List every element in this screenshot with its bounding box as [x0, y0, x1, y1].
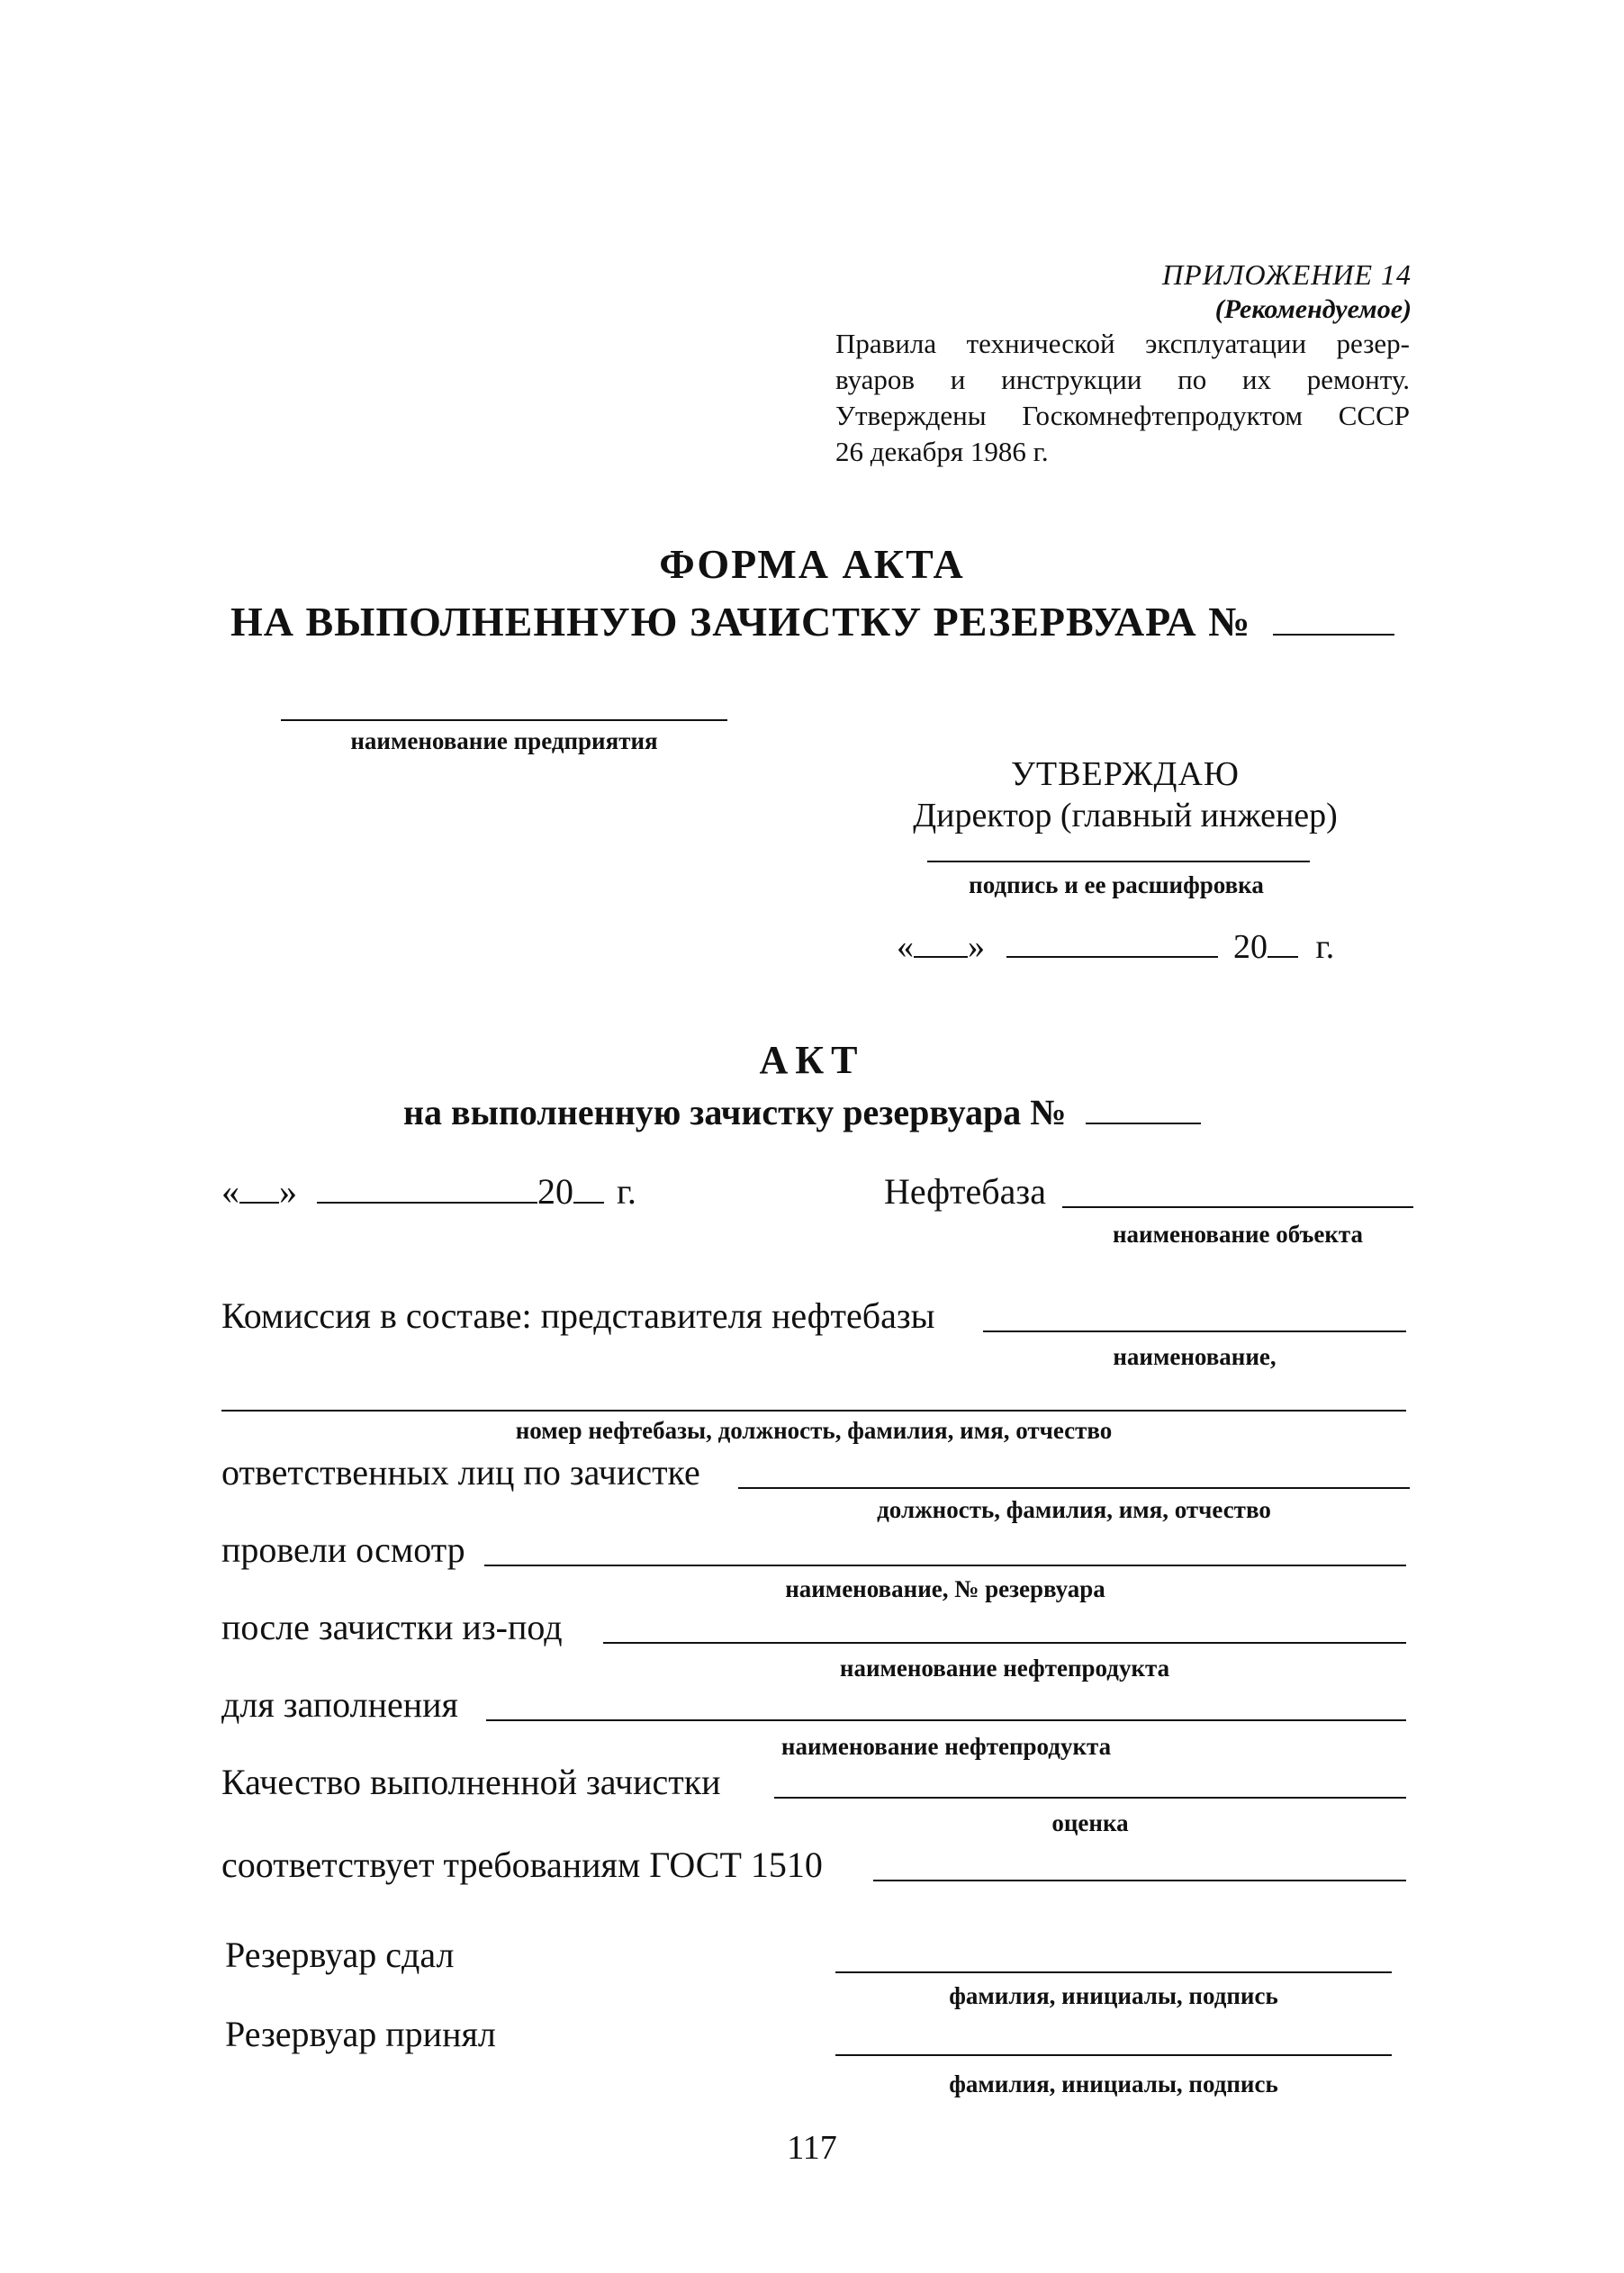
approve-year-blank — [1268, 956, 1298, 958]
handed-label: Резервуар сдал — [225, 1935, 455, 1975]
act-subtitle-text: на выполненную зачистку резервуара № — [403, 1092, 1067, 1132]
accepted-label: Резервуар принял — [225, 2014, 496, 2054]
approve-day-blank — [914, 956, 968, 958]
appendix-line-2: вуаров и инструкции по их ремонту. — [835, 364, 1410, 395]
approve-signature-caption: подпись и ее расшифровка — [969, 871, 1264, 898]
base-label: Нефтебаза — [884, 1171, 1046, 1212]
appendix-title: ПРИЛОЖЕНИЕ 14 — [1162, 258, 1412, 291]
approve-date-close: » — [968, 928, 985, 966]
handed-line — [835, 1971, 1392, 1973]
act-number-blank — [1086, 1123, 1201, 1124]
approve-month-blank — [1006, 956, 1218, 958]
inspected-label: провели осмотр — [221, 1529, 465, 1570]
commission-caption: наименование, — [1113, 1343, 1277, 1370]
act-date — [221, 1171, 636, 1212]
act-title: АКТ — [759, 1038, 865, 1082]
after-label: после зачистки из-под — [221, 1607, 563, 1647]
inspected-line — [484, 1565, 1406, 1566]
after-line — [603, 1642, 1406, 1644]
act-year-suffix: г. — [617, 1171, 636, 1212]
responsible-line — [738, 1487, 1410, 1489]
quality-caption: оценка — [1051, 1809, 1129, 1836]
form-title-line-1: ФОРМА АКТА — [659, 541, 965, 587]
handed-caption: фамилия, инициалы, подпись — [949, 1982, 1278, 2009]
page-number: 117 — [787, 2129, 837, 2167]
quality-line — [774, 1797, 1406, 1799]
form-title-text: НА ВЫПОЛНЕННУЮ ЗАЧИСТКУ РЕЗЕРВУАРА № — [230, 599, 1251, 645]
appendix-line-4: 26 декабря 1986 г. — [835, 436, 1049, 467]
act-month-blank — [317, 1202, 537, 1204]
approve-signature-line — [927, 861, 1310, 862]
commission-label: Комиссия в составе: представителя нефтебазы — [221, 1295, 935, 1336]
act-year: 20 — [537, 1171, 573, 1212]
enterprise-line — [281, 719, 727, 721]
number-caption: номер нефтебазы, должность, фамилия, имя, отчество — [515, 1417, 1113, 1444]
gost-line — [873, 1880, 1406, 1881]
gost-label: соответствует требованиям ГОСТ 1510 — [221, 1845, 823, 1885]
approve-heading: УТВЕРЖДАЮ — [1011, 755, 1240, 793]
responsible-label: ответственных лиц по зачистке — [221, 1452, 700, 1493]
act-year-blank — [573, 1202, 604, 1204]
approve-year-suffix: г. — [1315, 928, 1335, 966]
approve-position: Директор (главный инженер) — [913, 797, 1338, 834]
base-caption: наименование объекта — [1112, 1221, 1363, 1248]
approve-date — [897, 927, 1334, 967]
fill-caption: наименование нефтепродукта — [780, 1733, 1112, 1760]
after-caption: наименование нефтепродукта — [839, 1655, 1170, 1682]
commission-line — [983, 1330, 1406, 1332]
fill-label: для заполнения — [221, 1684, 458, 1725]
appendix-line-1: Правила технической эксплуатации резер- — [835, 328, 1410, 359]
appendix-subtitle: (Рекомендуемое) — [1214, 294, 1412, 324]
fill-line — [486, 1719, 1406, 1721]
act-day-blank — [239, 1202, 279, 1204]
approve-year: 20 — [1233, 928, 1268, 966]
approve-date-open: « — [897, 928, 914, 966]
act-date-close: » — [279, 1171, 297, 1212]
quality-label: Качество выполненной зачистки — [221, 1762, 721, 1802]
inspected-caption: наименование, № резервуара — [785, 1575, 1105, 1602]
number-line — [221, 1410, 1406, 1412]
responsible-caption: должность, фамилия, имя, отчество — [877, 1496, 1271, 1523]
form-title-line-2 — [230, 598, 1394, 645]
act-date-open: « — [221, 1171, 239, 1212]
appendix-line-3: Утверждены Госкомнефтепродуктом СССР — [835, 400, 1410, 431]
accepted-line — [835, 2054, 1392, 2056]
base-line — [1062, 1206, 1413, 1208]
enterprise-caption: наименование предприятия — [350, 727, 658, 754]
act-subtitle — [403, 1091, 1201, 1133]
accepted-caption: фамилия, инициалы, подпись — [949, 2070, 1278, 2097]
tank-number-blank — [1273, 634, 1394, 636]
